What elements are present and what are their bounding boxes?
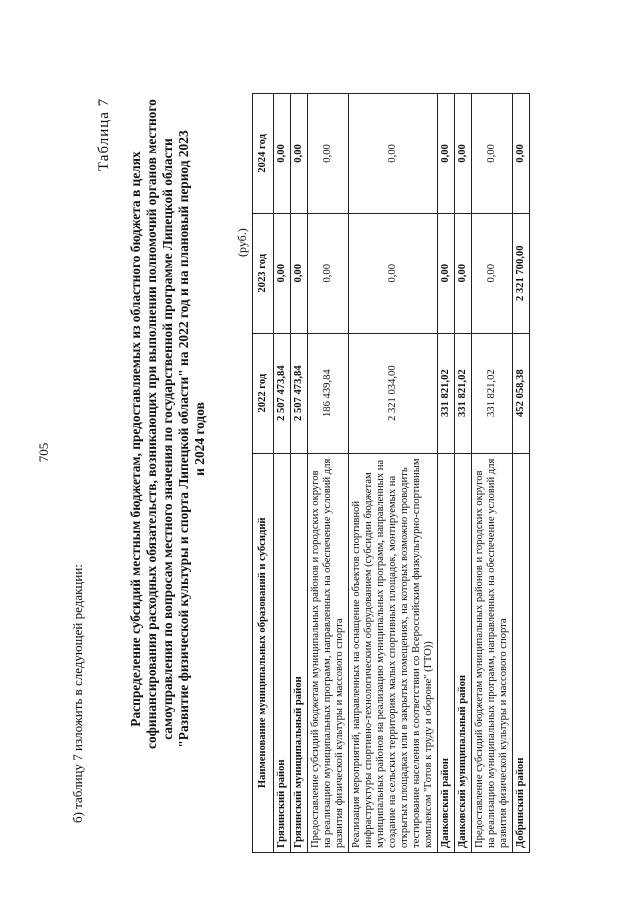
cell-2023: 0,00: [472, 213, 513, 333]
cell-2024: 0,00: [438, 94, 455, 214]
cell-2022: 2 321 034,00: [349, 333, 438, 453]
heading-line: софинансирования расходных обязательств, возникающих при выполнении полномочий органов местного: [144, 99, 159, 749]
cell-2024: 0,00: [513, 94, 530, 214]
header-name: Наименование муниципальных образований и субсидий: [253, 453, 274, 852]
cell-2022: 331 821,02: [438, 333, 455, 453]
cell-2023: 0,00: [349, 213, 438, 333]
table-row: [513, 94, 530, 853]
page-number: 705: [36, 442, 51, 463]
intro-text: б) таблицу 7 изложить в следующей редакции:: [70, 564, 85, 823]
cell-2024: 0,00: [308, 94, 349, 214]
cell-2024: 0,00: [274, 94, 291, 214]
cell-name: Данковский район: [438, 453, 455, 852]
cell-2024: 0,00: [472, 94, 513, 214]
header-2022: 2022 год: [253, 333, 274, 453]
cell-name: Грязинский муниципальный район: [291, 453, 308, 852]
heading-line: и 2024 годов: [192, 402, 207, 476]
cell-name: Предоставление субсидий бюджетам муниципальных районов и городских округов на реализацию муниципальных программ, направленных на обеспечение условий для развития физической культуры и массового спорта: [308, 453, 349, 852]
cell-name: Грязинский район: [274, 453, 291, 852]
cell-2024: 0,00: [349, 94, 438, 214]
cell-name: Добринский район: [513, 453, 530, 852]
cell-2024: 0,00: [291, 94, 308, 214]
table-row: [438, 94, 455, 853]
cell-2023: 0,00: [308, 213, 349, 333]
cell-2022: 452 058,38: [513, 333, 530, 453]
cell-2023: 0,00: [438, 213, 455, 333]
cell-2022: 186 439,84: [308, 333, 349, 453]
heading-line: самоуправления по вопросам местного значения по государственной программе Липецкой области: [160, 138, 175, 740]
cell-2023: 0,00: [291, 213, 308, 333]
cell-2023: 0,00: [274, 213, 291, 333]
header-2024: 2024 год: [253, 94, 274, 214]
table-row: [274, 94, 291, 853]
cell-2022: 2 507 473,84: [291, 333, 308, 453]
subsidy-table: [252, 93, 530, 853]
cell-name: Реализация мероприятий, направленных на оснащение объектов спортивной инфраструктуры спортивно-технологическим оборудованием (субсидии бюджетам муниципальных районов на реализацию муниципальных программ, направленных на создание на сельских территориях малых спортивных площадок, монтируемых на открытых площадках или в закрытых помещениях, на которых возможно проводить тестирование населения в соответствии со Всероссийским физкультурно-спортивным комплексом "Готов к труду и обороне" (ГТО)): [349, 453, 438, 852]
cell-2024: 0,00: [455, 94, 472, 214]
table-row: [291, 94, 308, 853]
heading-line: "Развитие физической культуры и спорта Липецкой области" на 2022 год и на плановый период 2023: [176, 130, 191, 748]
cell-name: Предоставление субсидий бюджетам муниципальных районов и городских округов на реализацию муниципальных программ, направленных на обеспечение условий для развития физической культуры и массового спорта: [472, 453, 513, 852]
table-body: [274, 94, 530, 853]
table-row: [308, 94, 349, 853]
cell-2022: 331 821,02: [472, 333, 513, 453]
table-heading: [128, 99, 208, 749]
cell-2022: 2 507 473,84: [274, 333, 291, 453]
cell-2022: 331 821,02: [455, 333, 472, 453]
heading-line: Распределение субсидий местным бюджетам, предоставляемых из областного бюджета в целях: [128, 151, 143, 727]
cell-2023: 2 321 700,00: [513, 213, 530, 333]
table-row: [455, 94, 472, 853]
cell-name: Данковский муниципальный район: [455, 453, 472, 852]
table-header-row: [253, 94, 274, 853]
table-label: Таблица 7: [96, 97, 112, 171]
table-row: [472, 94, 513, 853]
cell-2023: 0,00: [455, 213, 472, 333]
table-row: [349, 94, 438, 853]
header-2023: 2023 год: [253, 213, 274, 333]
unit-label: (руб.): [235, 228, 249, 257]
